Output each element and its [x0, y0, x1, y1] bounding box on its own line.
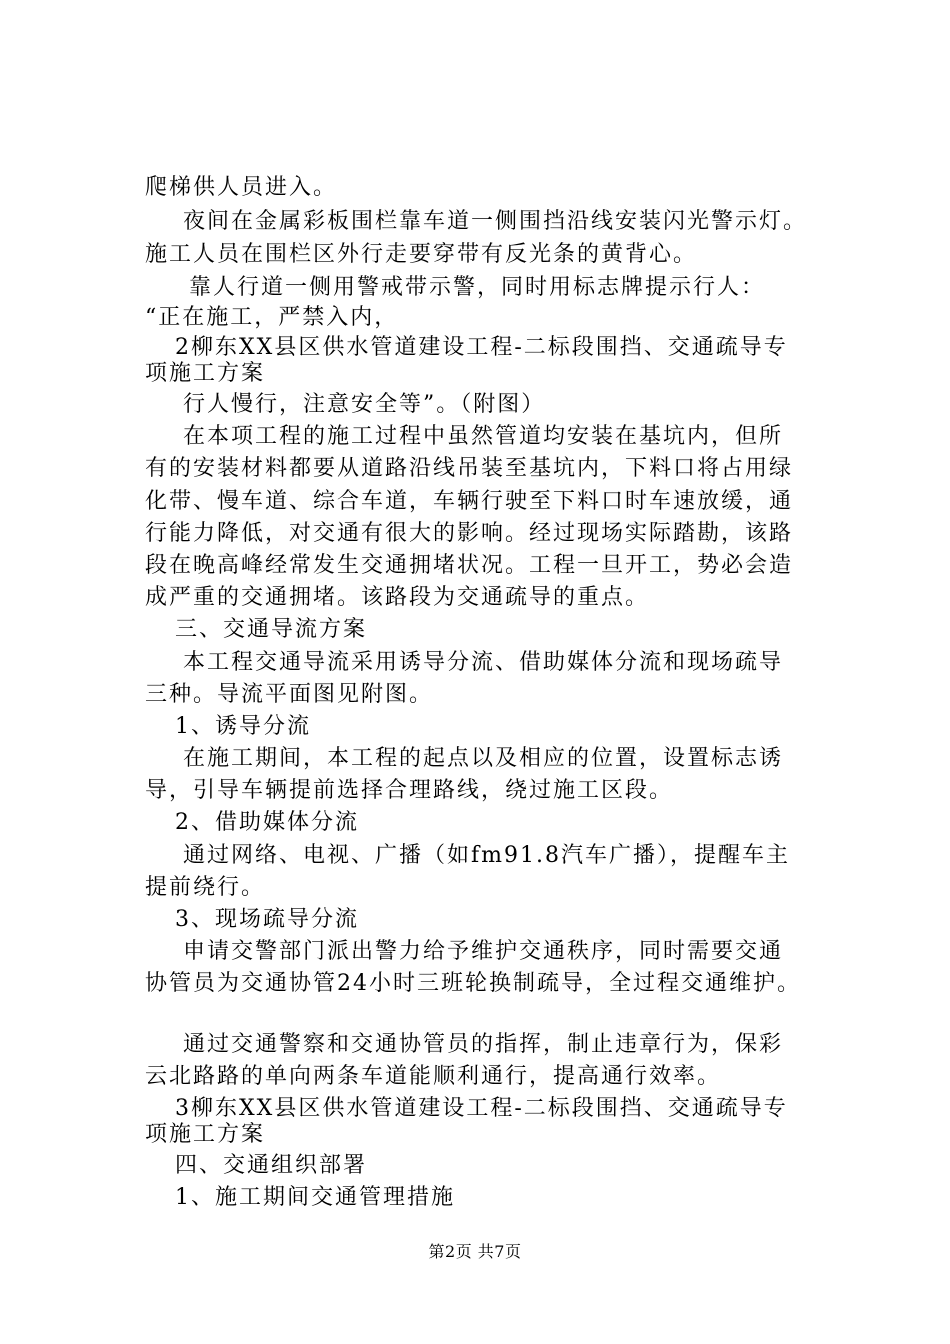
text-line: 导，引导车辆提前选择合理路线，绕过施工区段。	[145, 778, 674, 803]
text-line: 夜间在金属彩板围栏靠车道一侧围挡沿线安装闪光警示灯。	[183, 209, 808, 234]
page-number-footer: 第2页 共7页	[428, 1242, 522, 1261]
text-line: 协管员为交通协管24小时三班轮换制疏导，全过程交通维护。	[145, 971, 801, 996]
text-line: 靠人行道一侧用警戒带示警，同时用标志牌提示行人：	[189, 275, 766, 300]
text-line: 通过交通警察和交通协管员的指挥，制止违章行为，保彩	[183, 1032, 784, 1057]
text-line: 本工程交通导流采用诱导分流、借助媒体分流和现场疏导	[183, 650, 784, 675]
section-header-line: 2柳东XX县区供水管道建设工程-二标段围挡、交通疏导专	[175, 335, 788, 360]
text-line: 提前绕行。	[145, 875, 266, 900]
text-line: 通过网络、电视、广播（如fm91.8汽车广播），提醒车主	[183, 843, 790, 868]
subsection-heading: 3、现场疏导分流	[175, 907, 359, 932]
text-line: 成严重的交通拥堵。该路段为交通疏导的重点。	[145, 585, 650, 610]
text-line: 爬梯供人员进入。	[145, 175, 338, 200]
subsection-heading: 2、借助媒体分流	[175, 810, 359, 835]
text-line: 施工人员在围栏区外行走要穿带有反光条的黄背心。	[145, 242, 698, 267]
subsection-heading: 1、施工期间交通管理措施	[175, 1185, 455, 1210]
text-line: 在本项工程的施工过程中虽然管道均安装在基坑内，但所	[183, 424, 784, 449]
text-line: 行能力降低，对交通有很大的影响。经过现场实际踏勘，该路	[145, 521, 794, 546]
text-line: 有的安装材料都要从道路沿线吊装至基坑内，下料口将占用绿	[145, 456, 794, 481]
text-line: 在施工期间，本工程的起点以及相应的位置，设置标志诱	[183, 746, 784, 771]
text-line: “正在施工，严禁入内，	[145, 305, 399, 330]
section-header-line: 项施工方案	[145, 361, 266, 386]
text-line: 三种。导流平面图见附图。	[145, 682, 434, 707]
section-header-line: 项施工方案	[145, 1122, 266, 1147]
section-heading: 三、交通导流方案	[175, 617, 368, 642]
section-header-line: 3柳东XX县区供水管道建设工程-二标段围挡、交通疏导专	[175, 1096, 788, 1121]
subsection-heading: 1、诱导分流	[175, 714, 311, 739]
section-heading: 四、交通组织部署	[175, 1153, 368, 1178]
text-line: 行人慢行，注意安全等”。（附图）	[183, 392, 546, 417]
text-line: 云北路路的单向两条车道能顺利通行，提高通行效率。	[145, 1064, 722, 1089]
text-line: 段在晚高峰经常发生交通拥堵状况。工程一旦开工，势必会造	[145, 553, 794, 578]
text-line: 化带、慢车道、综合车道，车辆行驶至下料口时车速放缓，通	[145, 489, 794, 514]
text-line: 申请交警部门派出警力给予维护交通秩序，同时需要交通	[183, 939, 784, 964]
